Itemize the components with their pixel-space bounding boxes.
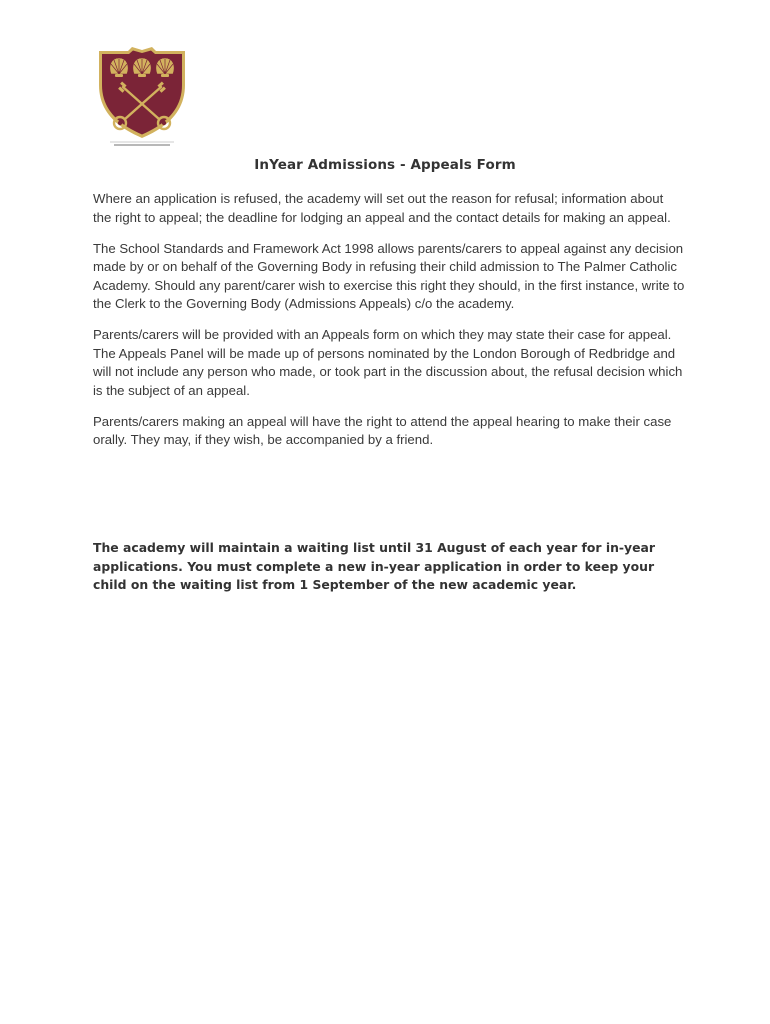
page-title: InYear Admissions - Appeals Form	[254, 157, 516, 173]
waiting-list-notice: The academy will maintain a waiting list until 31 August of each year for in-year applications. You must complete a new in-year application in order to keep your child on the waiting list from 1 September of the new academic year.	[93, 540, 656, 593]
paragraph-refusal: Where an application is refused, the academy will set out the reason for refusal; information about the right to appeal; the deadline for lodging an appeal and the contact details for making an appeal.	[93, 191, 671, 225]
paragraph-appeals-panel: Parents/carers will be provided with an Appeals form on which they may state their case for appeal. The Appeals Panel will be made up of persons nominated by the London Borough of Redbridge and will not include any person who made, or took part in the discussion about, the refusal decision which is the subject of an appeal.	[93, 327, 683, 398]
paragraph-right-to-appeal: The School Standards and Framework Act 1998 allows parents/carers to appeal against any decision made by or on behalf of the Governing Body in refusing their child admission to The Palmer Catholic Academy. Should any parent/carer wish to exercise this right they should, in the first instance, write to the Clerk to the Governing Body (Admissions Appeals) c/o the academy.	[93, 240, 685, 311]
school-crest-icon	[96, 45, 188, 149]
body-text	[93, 190, 685, 462]
paragraph-appeal-hearing: Parents/carers making an appeal will have the right to attend the appeal hearing to make their case orally. They may, if they wish, be accompanied by a friend.	[93, 413, 672, 447]
